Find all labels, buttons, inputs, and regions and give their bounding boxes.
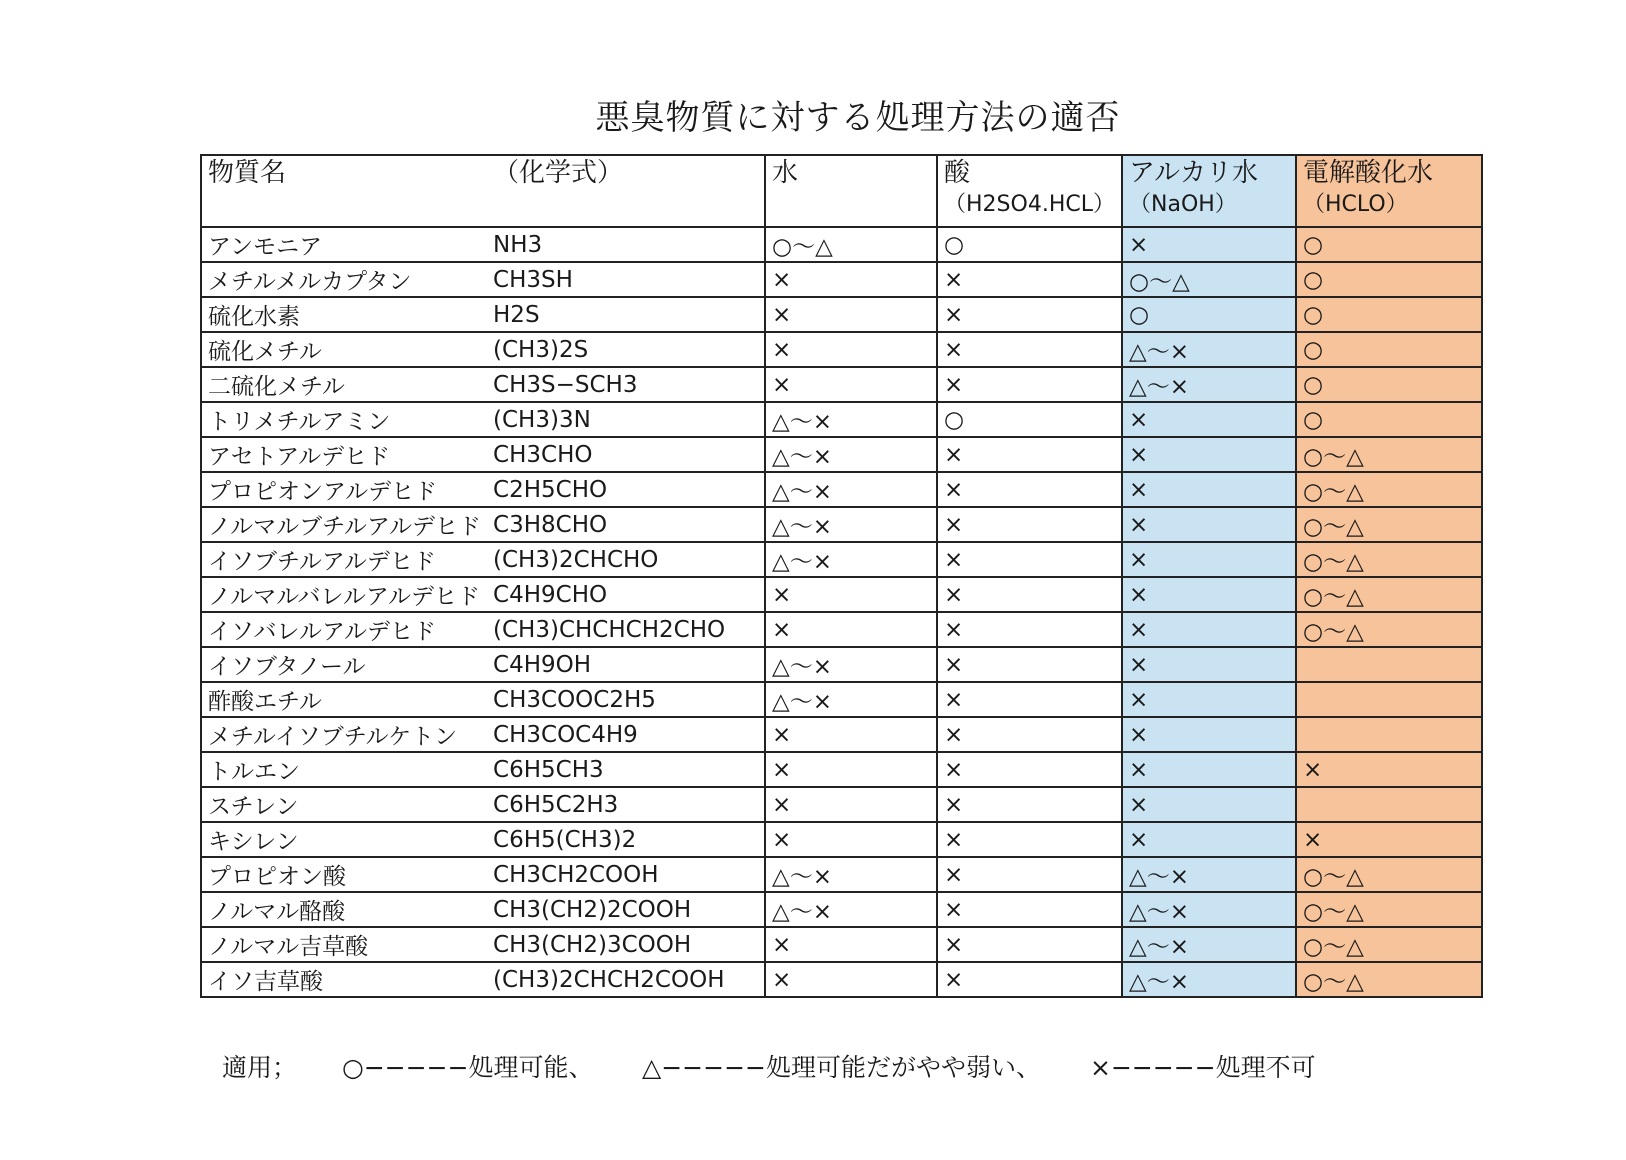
cell-hclo: ○～△ (1296, 892, 1482, 927)
cell-hclo (1296, 647, 1482, 682)
cell-name: イソ吉草酸 (201, 962, 487, 997)
legend-weak: △−−−−−処理可能だがやや弱い、 (642, 1053, 1041, 1082)
cell-alkali: △～× (1122, 927, 1296, 962)
cell-hclo: ○～△ (1296, 577, 1482, 612)
table-row (201, 542, 1482, 577)
cell-alkali: × (1122, 612, 1296, 647)
table-row (201, 752, 1482, 787)
cell-name: トルエン (201, 752, 487, 787)
table-row (201, 437, 1482, 472)
cell-formula: C6H5C2H3 (487, 787, 765, 822)
cell-water: × (765, 577, 937, 612)
header-alkali: アルカリ水 （NaOH） (1122, 155, 1296, 227)
table-row (201, 472, 1482, 507)
cell-hclo: ○～△ (1296, 927, 1482, 962)
cell-alkali: × (1122, 647, 1296, 682)
cell-name: アセトアルデヒド (201, 437, 487, 472)
table-row (201, 962, 1482, 997)
header-hclo-sub: （HCLO） (1303, 192, 1408, 217)
cell-water: × (765, 332, 937, 367)
cell-formula: CH3(CH2)2COOH (487, 892, 765, 927)
cell-name: イソブタノール (201, 647, 487, 682)
cell-name: ノルマルバレルアルデヒド (201, 577, 487, 612)
cell-acid: × (937, 507, 1122, 542)
cell-acid: × (937, 472, 1122, 507)
table-row (201, 892, 1482, 927)
cell-formula: CH3COC4H9 (487, 717, 765, 752)
cell-water: ○～△ (765, 227, 937, 262)
cell-name: スチレン (201, 787, 487, 822)
page-title: 悪臭物質に対する処理方法の適否 (595, 98, 1121, 138)
cell-hclo: ○～△ (1296, 962, 1482, 997)
cell-water: △～× (765, 507, 937, 542)
cell-acid: × (937, 262, 1122, 297)
cell-water: △～× (765, 542, 937, 577)
cell-alkali: △～× (1122, 962, 1296, 997)
cell-water: × (765, 822, 937, 857)
cell-alkali: × (1122, 822, 1296, 857)
cell-hclo: ○ (1296, 262, 1482, 297)
cell-name: 酢酸エチル (201, 682, 487, 717)
cell-acid: × (937, 297, 1122, 332)
cell-formula: CH3CH2COOH (487, 857, 765, 892)
cell-name: イソバレルアルデヒド (201, 612, 487, 647)
cell-water: × (765, 717, 937, 752)
cell-formula: CH3S−SCH3 (487, 367, 765, 402)
table-row (201, 507, 1482, 542)
cell-water: △～× (765, 472, 937, 507)
treatment-table (200, 154, 1483, 998)
cell-alkali: × (1122, 227, 1296, 262)
cell-name: ノルマルブチルアルデヒド (201, 507, 487, 542)
legend-possible: ○−−−−−処理可能、 (342, 1053, 594, 1082)
table-row (201, 402, 1482, 437)
cell-acid: × (937, 892, 1122, 927)
cell-hclo: ○～△ (1296, 437, 1482, 472)
cell-formula: CH3CHO (487, 437, 765, 472)
cell-acid: × (937, 647, 1122, 682)
table-row (201, 367, 1482, 402)
cell-water: △～× (765, 682, 937, 717)
cell-formula: H2S (487, 297, 765, 332)
cell-formula: CH3SH (487, 262, 765, 297)
cell-hclo: ○ (1296, 332, 1482, 367)
cell-name: アンモニア (201, 227, 487, 262)
cell-formula: (CH3)3N (487, 402, 765, 437)
cell-acid: × (937, 367, 1122, 402)
cell-acid: × (937, 437, 1122, 472)
cell-name: プロピオン酸 (201, 857, 487, 892)
table-row (201, 262, 1482, 297)
cell-hclo: × (1296, 752, 1482, 787)
cell-acid: × (937, 612, 1122, 647)
header-acid-sub: （H2SO4.HCL） (944, 192, 1115, 217)
cell-formula: C6H5(CH3)2 (487, 822, 765, 857)
cell-alkali: × (1122, 577, 1296, 612)
table-row (201, 787, 1482, 822)
cell-name: 硫化メチル (201, 332, 487, 367)
cell-acid: ○ (937, 227, 1122, 262)
cell-alkali: × (1122, 717, 1296, 752)
table-row (201, 647, 1482, 682)
cell-hclo: ○～△ (1296, 857, 1482, 892)
cell-formula: (CH3)2S (487, 332, 765, 367)
cell-alkali: × (1122, 402, 1296, 437)
table-row (201, 297, 1482, 332)
header-hclo: 電解酸化水 （HCLO） (1296, 155, 1482, 227)
cell-alkali: × (1122, 507, 1296, 542)
cell-alkali: × (1122, 472, 1296, 507)
cell-formula: (CH3)CHCHCH2CHO (487, 612, 765, 647)
cell-water: △～× (765, 892, 937, 927)
cell-acid: ○ (937, 402, 1122, 437)
cell-water: △～× (765, 402, 937, 437)
cell-acid: × (937, 962, 1122, 997)
header-alkali-sub: （NaOH） (1129, 192, 1237, 217)
cell-acid: × (937, 787, 1122, 822)
header-name: 物質名 (201, 155, 487, 227)
cell-acid: × (937, 682, 1122, 717)
cell-water: × (765, 962, 937, 997)
cell-name: ノルマル吉草酸 (201, 927, 487, 962)
cell-water: × (765, 297, 937, 332)
cell-alkali: × (1122, 542, 1296, 577)
cell-formula: C4H9OH (487, 647, 765, 682)
cell-alkali: ○ (1122, 297, 1296, 332)
cell-name: 二硫化メチル (201, 367, 487, 402)
table-row (201, 577, 1482, 612)
cell-name: キシレン (201, 822, 487, 857)
cell-formula: CH3COOC2H5 (487, 682, 765, 717)
cell-hclo: ○～△ (1296, 472, 1482, 507)
cell-name: プロピオンアルデヒド (201, 472, 487, 507)
cell-formula: (CH3)2CHCHO (487, 542, 765, 577)
cell-acid: × (937, 822, 1122, 857)
cell-acid: × (937, 577, 1122, 612)
legend-impossible: ×−−−−−処理不可 (1090, 1053, 1316, 1082)
table-row (201, 717, 1482, 752)
cell-name: ノルマル酪酸 (201, 892, 487, 927)
cell-hclo: ○～△ (1296, 612, 1482, 647)
cell-water: △～× (765, 857, 937, 892)
cell-hclo (1296, 787, 1482, 822)
legend-lead: 適用； (222, 1053, 298, 1082)
cell-alkali: ○～△ (1122, 262, 1296, 297)
table-row (201, 332, 1482, 367)
cell-formula: C2H5CHO (487, 472, 765, 507)
table-row (201, 612, 1482, 647)
table-row (201, 227, 1482, 262)
cell-acid: × (937, 332, 1122, 367)
cell-water: △～× (765, 647, 937, 682)
table-row (201, 682, 1482, 717)
cell-name: メチルイソブチルケトン (201, 717, 487, 752)
legend (222, 1048, 1316, 1084)
cell-formula: CH3(CH2)3COOH (487, 927, 765, 962)
cell-alkali: × (1122, 682, 1296, 717)
cell-water: × (765, 612, 937, 647)
cell-acid: × (937, 717, 1122, 752)
cell-name: 硫化水素 (201, 297, 487, 332)
cell-water: × (765, 927, 937, 962)
cell-formula: (CH3)2CHCH2COOH (487, 962, 765, 997)
cell-acid: × (937, 927, 1122, 962)
cell-hclo: ○ (1296, 367, 1482, 402)
table-row (201, 927, 1482, 962)
cell-alkali: × (1122, 787, 1296, 822)
cell-water: × (765, 262, 937, 297)
cell-alkali: △～× (1122, 332, 1296, 367)
cell-alkali: × (1122, 437, 1296, 472)
header-acid: 酸 （H2SO4.HCL） (937, 155, 1122, 227)
cell-water: △～× (765, 437, 937, 472)
cell-alkali: × (1122, 752, 1296, 787)
cell-hclo: ○ (1296, 297, 1482, 332)
header-formula: （化学式） (487, 155, 765, 227)
cell-hclo: ○ (1296, 227, 1482, 262)
cell-hclo: × (1296, 822, 1482, 857)
cell-acid: × (937, 542, 1122, 577)
header-water: 水 (765, 155, 937, 227)
cell-acid: × (937, 857, 1122, 892)
cell-water: × (765, 787, 937, 822)
header-row (201, 155, 1482, 227)
cell-hclo: ○～△ (1296, 507, 1482, 542)
cell-formula: C4H9CHO (487, 577, 765, 612)
cell-name: メチルメルカプタン (201, 262, 487, 297)
cell-alkali: △～× (1122, 857, 1296, 892)
cell-hclo (1296, 717, 1482, 752)
cell-hclo: ○～△ (1296, 542, 1482, 577)
table-row (201, 857, 1482, 892)
cell-water: × (765, 752, 937, 787)
cell-name: イソブチルアルデヒド (201, 542, 487, 577)
cell-name: トリメチルアミン (201, 402, 487, 437)
cell-formula: NH3 (487, 227, 765, 262)
cell-alkali: △～× (1122, 367, 1296, 402)
cell-formula: C3H8CHO (487, 507, 765, 542)
cell-alkali: △～× (1122, 892, 1296, 927)
cell-formula: C6H5CH3 (487, 752, 765, 787)
cell-water: × (765, 367, 937, 402)
cell-hclo: ○ (1296, 402, 1482, 437)
table-row (201, 822, 1482, 857)
cell-hclo (1296, 682, 1482, 717)
cell-acid: × (937, 752, 1122, 787)
